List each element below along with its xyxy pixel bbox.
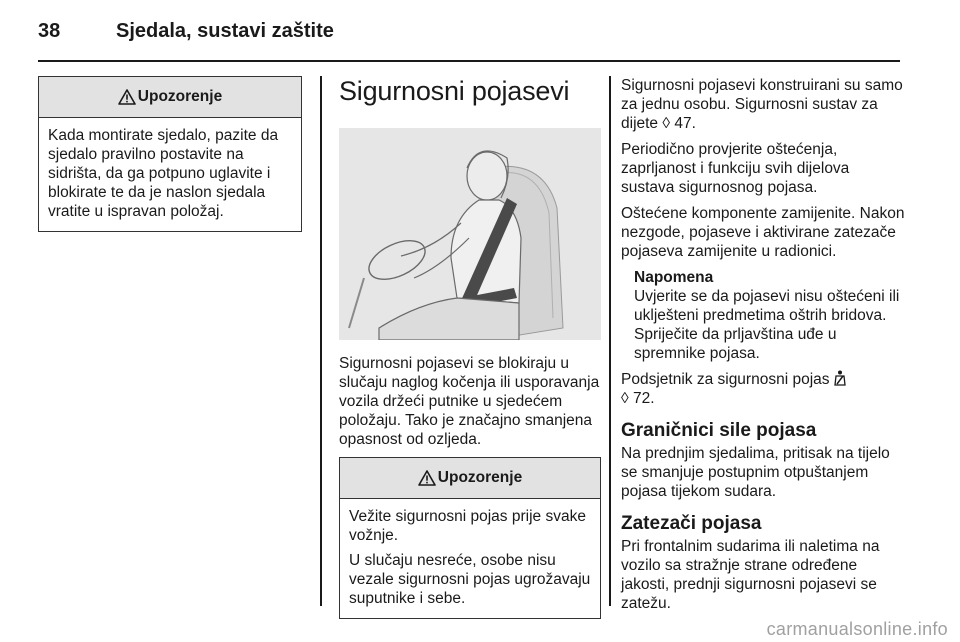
warning-title: Upozorenje <box>137 88 223 105</box>
warning-text-2a: Vežite sigurnosni pojas prije svake vožnje. <box>349 508 586 544</box>
driver-seatbelt-drawing <box>339 128 601 340</box>
seatbelt-icon <box>834 370 846 386</box>
warning-box-2 <box>339 457 601 619</box>
warning-header-2 <box>340 458 600 499</box>
column-2 <box>339 76 601 619</box>
seatbelt-reminder-line <box>621 370 905 408</box>
page-number: 38 <box>38 20 61 42</box>
column-3 <box>621 76 905 620</box>
col3-paragraph-2: Periodično provjerite oštećenja, zaprljanost i funkciju svih dijelova sustava sigurnosnog pojasa. <box>621 141 850 196</box>
section-title: Sigurnosni pojasevi <box>339 76 570 106</box>
seatbelt-illustration <box>339 128 601 340</box>
note-block <box>634 268 905 363</box>
note-text: Uvjerite se da pojasevi nisu oštećeni ili uklješteni predmetima oštrih bridova. Spriječite da prljavština uđe u spremnike pojasa. <box>634 288 900 362</box>
col3-paragraph-3: Oštećene komponente zamijenite. Nakon nezgode, pojaseve i aktivirane zatezače pojaseva zamijenite u radionici. <box>621 205 905 260</box>
running-title: Sjedala, sustavi zaštite <box>116 20 334 42</box>
column-divider-1 <box>320 76 322 606</box>
subsection-title-force-limiters: Graničnici sile pojasa <box>621 420 817 441</box>
column-1 <box>38 76 302 232</box>
col3-paragraph-1: Sigurnosni pojasevi konstruirani su samo za jednu osobu. Sigurnosni sustav za dijete ◊ 47. <box>621 77 903 132</box>
warning-text-2b: U slučaju nesreće, osobe nisu vezale sigurnosni pojas ugrožavaju suputnike i sebe. <box>349 552 591 607</box>
subsection-text-pretensioners: Pri frontalnim sudarima ili naletima na vozilo sa stražnje strane određene jakosti, prednji sigurnosni pojasevi se zatežu. <box>621 538 880 612</box>
warning-body-2 <box>340 499 600 618</box>
note-title: Napomena <box>634 269 714 286</box>
warning-title-2: Upozorenje <box>437 469 523 486</box>
header-rule <box>38 60 900 62</box>
column-divider-2 <box>609 76 611 606</box>
warning-header <box>39 77 301 118</box>
warning-triangle-icon <box>418 470 436 486</box>
warning-text: Kada montirate sjedalo, pazite da sjedalo pravilno postavite na sidrišta, da ga potpuno uglavite i blokirate te da je naslon sjedala vratite u ispravan položaj. <box>48 127 279 220</box>
seatbelt-reminder-ref: ◊ 72. <box>621 390 655 407</box>
warning-box <box>38 76 302 232</box>
subsection-title-pretensioners: Zatezači pojasa <box>621 513 762 534</box>
seatbelt-intro-text: Sigurnosni pojasevi se blokiraju u slučaju naglog kočenja ili usporavanja vozila držeći putnike u sjedećem položaju. Tako je značajno smanjena opasnost od ozljeda. <box>339 355 600 448</box>
seatbelt-reminder-text: Podsjetnik za sigurnosni pojas <box>621 371 830 388</box>
warning-triangle-icon <box>118 89 136 105</box>
watermark: carmanualsonline.info <box>766 619 948 639</box>
subsection-text-force-limiters: Na prednjim sjedalima, pritisak na tijelo se smanjuje postupnim otpuštanjem pojasa tijekom sudara. <box>621 445 890 500</box>
warning-body <box>39 118 301 231</box>
page-header <box>38 16 900 56</box>
